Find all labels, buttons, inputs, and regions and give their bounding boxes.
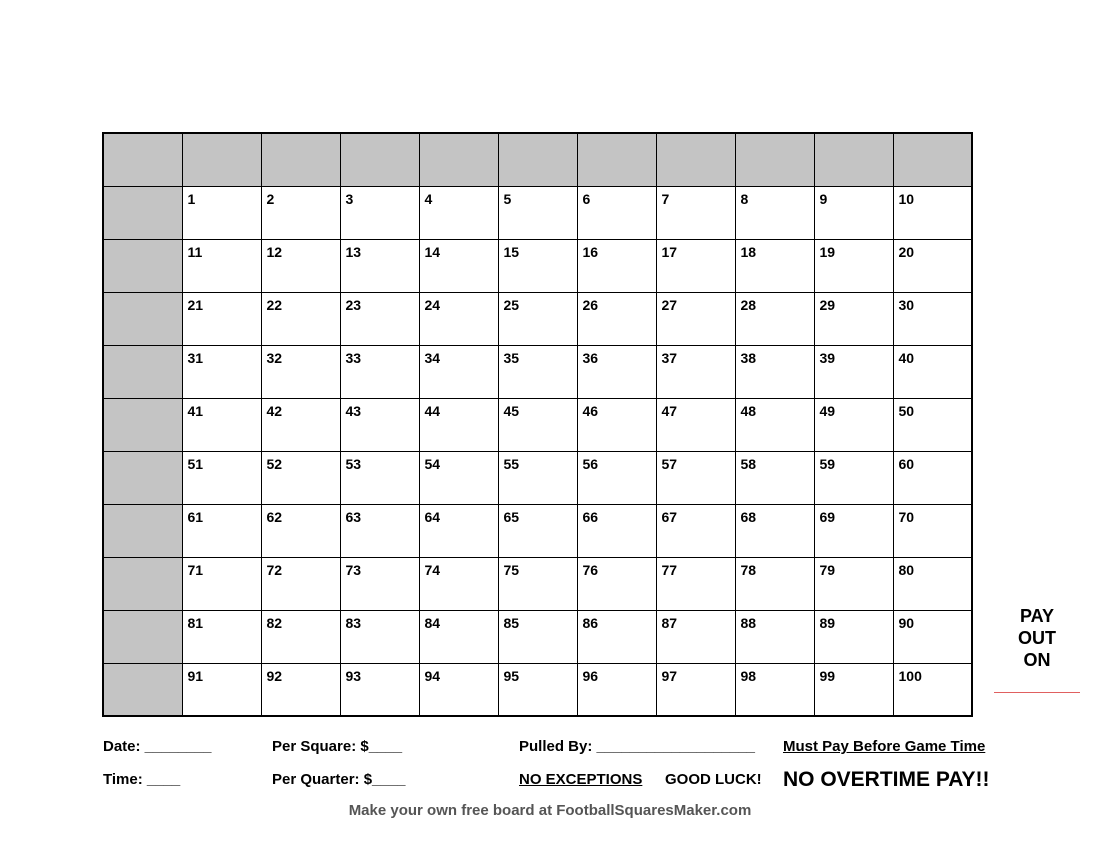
- square-number: 11: [187, 243, 203, 260]
- square-cell[interactable]: [893, 239, 972, 292]
- square-number: 68: [740, 508, 757, 525]
- square-cell[interactable]: [498, 239, 577, 292]
- square-number: 7: [661, 190, 670, 207]
- square-number: 27: [661, 296, 678, 313]
- good-luck-note: GOOD LUCK!: [665, 771, 762, 788]
- square-number: 64: [424, 508, 441, 525]
- square-cell[interactable]: [182, 504, 261, 557]
- square-cell[interactable]: [182, 239, 261, 292]
- square-number: 22: [266, 296, 283, 313]
- square-number: 74: [424, 561, 441, 578]
- square-cell[interactable]: [893, 504, 972, 557]
- square-cell[interactable]: [893, 292, 972, 345]
- column-number-cell[interactable]: [656, 133, 735, 186]
- board-row: [103, 504, 972, 557]
- square-cell[interactable]: [261, 663, 340, 716]
- square-cell[interactable]: [656, 239, 735, 292]
- square-cell[interactable]: [735, 663, 814, 716]
- square-number: 18: [740, 243, 757, 260]
- square-cell[interactable]: [893, 663, 972, 716]
- square-number: 99: [819, 667, 836, 684]
- square-cell[interactable]: [893, 345, 972, 398]
- square-number: 83: [345, 614, 362, 631]
- square-cell[interactable]: [577, 292, 656, 345]
- square-number: 56: [582, 455, 599, 472]
- square-cell[interactable]: [735, 398, 814, 451]
- square-number: 50: [898, 402, 915, 419]
- square-number: 73: [345, 561, 362, 578]
- square-cell[interactable]: [340, 398, 419, 451]
- square-number: 96: [582, 667, 599, 684]
- square-number: 34: [424, 349, 441, 366]
- square-cell[interactable]: [893, 451, 972, 504]
- square-number: 17: [661, 243, 678, 260]
- column-header-row: [103, 133, 972, 186]
- square-cell[interactable]: [340, 345, 419, 398]
- square-cell[interactable]: [577, 345, 656, 398]
- square-cell[interactable]: [340, 663, 419, 716]
- column-number-cell[interactable]: [340, 133, 419, 186]
- square-number: 5: [503, 190, 512, 207]
- board-row: [103, 292, 972, 345]
- square-cell[interactable]: [577, 663, 656, 716]
- square-cell[interactable]: [261, 292, 340, 345]
- row-number-cell[interactable]: [103, 239, 182, 292]
- must-pay-note: Must Pay Before Game Time: [783, 738, 986, 755]
- column-number-cell[interactable]: [498, 133, 577, 186]
- column-number-cell[interactable]: [261, 133, 340, 186]
- square-cell[interactable]: [419, 398, 498, 451]
- square-number: 77: [661, 561, 678, 578]
- column-number-cell[interactable]: [419, 133, 498, 186]
- square-number: 4: [424, 190, 433, 207]
- square-number: 82: [266, 614, 283, 631]
- column-number-cell[interactable]: [182, 133, 261, 186]
- square-cell[interactable]: [893, 557, 972, 610]
- square-cell[interactable]: [656, 398, 735, 451]
- square-cell[interactable]: [814, 504, 893, 557]
- square-number: 3: [345, 190, 354, 207]
- square-cell[interactable]: [419, 557, 498, 610]
- row-number-cell[interactable]: [103, 557, 182, 610]
- square-number: 24: [424, 296, 441, 313]
- square-cell[interactable]: [498, 186, 577, 239]
- square-number: 9: [819, 190, 828, 207]
- square-number: 12: [266, 243, 283, 260]
- board-row: [103, 451, 972, 504]
- square-number: 25: [503, 296, 520, 313]
- square-cell[interactable]: [735, 186, 814, 239]
- square-number: 85: [503, 614, 520, 631]
- square-cell[interactable]: [261, 398, 340, 451]
- square-number: 79: [819, 561, 836, 578]
- square-cell[interactable]: [735, 292, 814, 345]
- square-cell[interactable]: [577, 451, 656, 504]
- square-number: 58: [740, 455, 757, 472]
- row-number-cell[interactable]: [103, 186, 182, 239]
- square-number: 61: [187, 508, 204, 525]
- square-number: 32: [266, 349, 283, 366]
- footer-credit: Make your own free board at FootballSquaresMaker.com: [348, 802, 752, 819]
- payout-line-3: ON: [1023, 650, 1051, 670]
- square-cell[interactable]: [656, 504, 735, 557]
- row-number-cell[interactable]: [103, 504, 182, 557]
- square-number: 19: [819, 243, 836, 260]
- square-number: 84: [424, 614, 441, 631]
- square-cell[interactable]: [656, 451, 735, 504]
- square-number: 86: [582, 614, 599, 631]
- square-cell[interactable]: [498, 398, 577, 451]
- square-number: 13: [345, 243, 362, 260]
- square-cell[interactable]: [814, 239, 893, 292]
- square-number: 10: [898, 190, 915, 207]
- square-cell[interactable]: [419, 292, 498, 345]
- square-cell[interactable]: [735, 451, 814, 504]
- square-cell[interactable]: [182, 345, 261, 398]
- square-number: 30: [898, 296, 915, 313]
- square-number: 43: [345, 402, 362, 419]
- square-number: 23: [345, 296, 362, 313]
- square-number: 91: [187, 667, 204, 684]
- square-number: 52: [266, 455, 283, 472]
- square-number: 89: [819, 614, 836, 631]
- square-cell[interactable]: [419, 186, 498, 239]
- square-cell[interactable]: [419, 451, 498, 504]
- square-cell[interactable]: [735, 345, 814, 398]
- square-number: 38: [740, 349, 757, 366]
- no-exceptions-note: NO EXCEPTIONS: [519, 771, 643, 788]
- payout-label: [996, 605, 1078, 671]
- square-cell[interactable]: [577, 557, 656, 610]
- square-cell[interactable]: [577, 398, 656, 451]
- column-number-cell[interactable]: [577, 133, 656, 186]
- square-cell[interactable]: [340, 610, 419, 663]
- square-number: 90: [898, 614, 915, 631]
- square-number: 48: [740, 402, 757, 419]
- square-cell[interactable]: [656, 663, 735, 716]
- square-cell[interactable]: [261, 186, 340, 239]
- square-cell[interactable]: [814, 345, 893, 398]
- square-number: 6: [582, 190, 591, 207]
- square-number: 37: [661, 349, 678, 366]
- board-row: [103, 345, 972, 398]
- board-row: [103, 557, 972, 610]
- square-cell[interactable]: [814, 186, 893, 239]
- square-number: 47: [661, 402, 678, 419]
- square-cell[interactable]: [340, 504, 419, 557]
- square-number: 15: [503, 243, 520, 260]
- board-row: [103, 610, 972, 663]
- square-cell[interactable]: [814, 398, 893, 451]
- row-number-cell[interactable]: [103, 345, 182, 398]
- square-cell[interactable]: [656, 345, 735, 398]
- square-number: 60: [898, 455, 915, 472]
- square-cell[interactable]: [498, 663, 577, 716]
- row-number-cell[interactable]: [103, 292, 182, 345]
- square-cell[interactable]: [814, 451, 893, 504]
- square-cell[interactable]: [656, 610, 735, 663]
- board-row: [103, 239, 972, 292]
- square-cell[interactable]: [419, 239, 498, 292]
- square-cell[interactable]: [182, 610, 261, 663]
- square-number: 97: [661, 667, 678, 684]
- square-number: 45: [503, 402, 520, 419]
- square-number: 54: [424, 455, 441, 472]
- square-cell[interactable]: [656, 186, 735, 239]
- square-number: 65: [503, 508, 520, 525]
- per-square-field: Per Square: $____: [272, 738, 403, 755]
- square-cell[interactable]: [498, 345, 577, 398]
- square-cell[interactable]: [182, 186, 261, 239]
- square-number: 92: [266, 667, 283, 684]
- square-cell[interactable]: [261, 610, 340, 663]
- square-number: 100: [898, 667, 922, 684]
- square-cell[interactable]: [893, 398, 972, 451]
- square-number: 39: [819, 349, 836, 366]
- square-cell[interactable]: [182, 451, 261, 504]
- square-cell[interactable]: [261, 504, 340, 557]
- square-number: 93: [345, 667, 362, 684]
- square-cell[interactable]: [893, 610, 972, 663]
- square-cell[interactable]: [419, 504, 498, 557]
- square-number: 1: [187, 190, 196, 207]
- square-number: 20: [898, 243, 915, 260]
- square-number: 70: [898, 508, 915, 525]
- square-cell[interactable]: [498, 292, 577, 345]
- row-number-cell[interactable]: [103, 610, 182, 663]
- square-number: 81: [187, 614, 204, 631]
- square-number: 16: [582, 243, 599, 260]
- square-number: 8: [740, 190, 749, 207]
- square-number: 76: [582, 561, 599, 578]
- square-number: 72: [266, 561, 283, 578]
- date-field: Date: ________: [103, 738, 212, 755]
- square-cell[interactable]: [340, 292, 419, 345]
- square-number: 42: [266, 402, 283, 419]
- square-number: 46: [582, 402, 599, 419]
- square-number: 29: [819, 296, 836, 313]
- square-cell[interactable]: [182, 292, 261, 345]
- square-cell[interactable]: [340, 557, 419, 610]
- square-number: 75: [503, 561, 520, 578]
- square-number: 71: [187, 561, 204, 578]
- time-field: Time: ____: [103, 771, 181, 788]
- square-cell[interactable]: [182, 557, 261, 610]
- square-number: 40: [898, 349, 915, 366]
- square-cell[interactable]: [893, 186, 972, 239]
- square-number: 36: [582, 349, 599, 366]
- square-cell[interactable]: [498, 451, 577, 504]
- square-cell[interactable]: [735, 504, 814, 557]
- square-number: 66: [582, 508, 599, 525]
- square-cell[interactable]: [498, 610, 577, 663]
- square-number: 44: [424, 402, 441, 419]
- square-cell[interactable]: [419, 610, 498, 663]
- payout-blank-line: [994, 692, 1080, 693]
- pulled-by-field: Pulled By: ___________________: [519, 738, 756, 755]
- board-row: [103, 663, 972, 716]
- row-number-cell[interactable]: [103, 451, 182, 504]
- square-number: 33: [345, 349, 362, 366]
- board-row: [103, 398, 972, 451]
- square-number: 51: [187, 455, 204, 472]
- column-number-cell[interactable]: [893, 133, 972, 186]
- square-cell[interactable]: [340, 239, 419, 292]
- square-number: 59: [819, 455, 836, 472]
- square-number: 88: [740, 614, 757, 631]
- square-cell[interactable]: [814, 292, 893, 345]
- square-number: 14: [424, 243, 441, 260]
- square-cell[interactable]: [577, 239, 656, 292]
- square-cell[interactable]: [577, 186, 656, 239]
- square-cell[interactable]: [735, 557, 814, 610]
- square-cell[interactable]: [261, 345, 340, 398]
- square-number: 80: [898, 561, 915, 578]
- square-number: 69: [819, 508, 836, 525]
- square-number: 55: [503, 455, 520, 472]
- square-cell[interactable]: [261, 239, 340, 292]
- square-cell[interactable]: [498, 504, 577, 557]
- square-cell[interactable]: [182, 663, 261, 716]
- square-cell[interactable]: [656, 292, 735, 345]
- square-cell[interactable]: [656, 557, 735, 610]
- squares-board: [102, 132, 973, 717]
- column-number-cell[interactable]: [814, 133, 893, 186]
- square-cell[interactable]: [340, 186, 419, 239]
- corner-cell: [103, 133, 182, 186]
- square-cell[interactable]: [735, 610, 814, 663]
- square-number: 2: [266, 190, 275, 207]
- square-cell[interactable]: [261, 451, 340, 504]
- square-cell[interactable]: [340, 451, 419, 504]
- square-cell[interactable]: [182, 398, 261, 451]
- square-number: 41: [187, 402, 204, 419]
- square-number: 67: [661, 508, 678, 525]
- square-number: 62: [266, 508, 283, 525]
- no-overtime-note: NO OVERTIME PAY!!: [783, 768, 990, 791]
- square-cell[interactable]: [814, 663, 893, 716]
- square-number: 35: [503, 349, 520, 366]
- square-cell[interactable]: [735, 239, 814, 292]
- square-cell[interactable]: [498, 557, 577, 610]
- square-cell[interactable]: [419, 663, 498, 716]
- square-number: 87: [661, 614, 678, 631]
- square-cell[interactable]: [577, 504, 656, 557]
- row-number-cell[interactable]: [103, 398, 182, 451]
- square-number: 95: [503, 667, 520, 684]
- square-number: 94: [424, 667, 441, 684]
- square-number: 63: [345, 508, 362, 525]
- row-number-cell[interactable]: [103, 663, 182, 716]
- square-cell[interactable]: [814, 610, 893, 663]
- square-number: 98: [740, 667, 757, 684]
- square-number: 53: [345, 455, 362, 472]
- board-row: [103, 186, 972, 239]
- column-number-cell[interactable]: [735, 133, 814, 186]
- square-cell[interactable]: [419, 345, 498, 398]
- per-quarter-field: Per Quarter: $____: [272, 771, 406, 788]
- square-cell[interactable]: [261, 557, 340, 610]
- square-cell[interactable]: [577, 610, 656, 663]
- square-number: 57: [661, 455, 678, 472]
- square-number: 21: [187, 296, 204, 313]
- square-number: 28: [740, 296, 757, 313]
- square-number: 26: [582, 296, 599, 313]
- payout-line-1: PAY: [1019, 606, 1055, 626]
- square-number: 78: [740, 561, 757, 578]
- square-number: 31: [187, 349, 204, 366]
- square-number: 49: [819, 402, 836, 419]
- payout-line-2: OUT: [1018, 628, 1056, 648]
- square-cell[interactable]: [814, 557, 893, 610]
